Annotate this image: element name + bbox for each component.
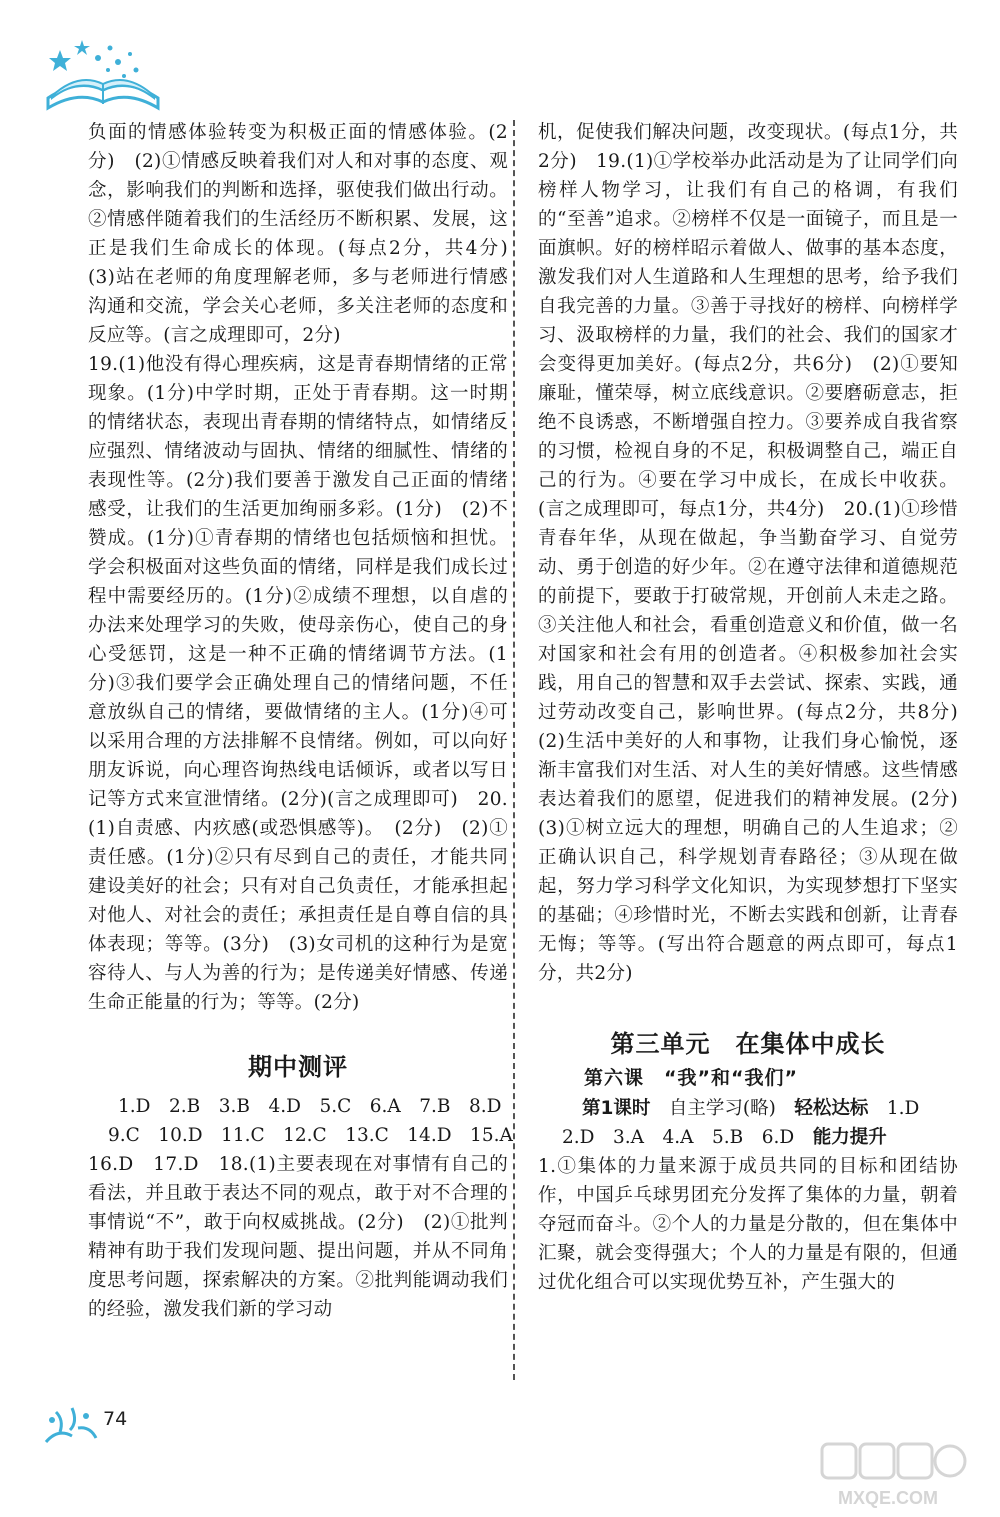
- answer-paragraph: 16.D 17.D 18.(1)主要表现在对事情有自己的看法，并且敢于表达不同的观点，敢于对不合理的事情说“不”，敢于向权威挑战。(2分) (2)①批判精神有助于我们发现问题、提出问题，并从不同角度思考问题，探索解决的方案。②批判能调动我们的经验，激发我们新的学习动: [88, 1154, 508, 1320]
- easy-label: 轻松达标: [794, 1098, 869, 1119]
- answer-row-text: 2.D 3.A 4.A 5.B 6.D: [562, 1127, 795, 1148]
- answer-paragraph: 19.(1)他没有得心理疾病，这是青春期情绪的正常现象。(1分)中学时期，正处于青春期。这一时期的情绪状态，表现出青春期的情绪特点，如情绪反应强烈、情绪波动与固执、情绪的细腻性、情绪的表现性等。(2分)我们要善于激发自己正面的情绪感受，让我们的生活更加绚丽多彩。(1分) (2)不赞成。(1分)①青春期的情绪也包括烦恼和担忧。学会积极面对这些负面的情绪，同样是我们成长过程中需要经历的。(1分)②成绩不理想，以自虐的办法来处理学习的失败，使母亲伤心，使自己的身心受惩罚，这是一种不正确的情绪调节方法。(1分)③我们要学会正确处理自己的情绪问题，不任意放纵自己的情绪，要做情绪的主人。(1分)④可以采用合理的方法排解不良情绪。例如，可以向好朋友诉说，向心理咨询热线电话倾诉，或者以写日记等方式来宣泄情绪。(2分)(言之成理即可) 20.(1)自责感、内疚感(或恐惧感等)。 (2分) (2)①责任感。(1分)②只有尽到自己的责任，才能共同建设美好的社会；只有对自己负责任，才能承担起对他人、对社会的责任；承担责任是自尊自信的具体表现；等等。(3分) (3)女司机的这种行为是宽容待人、与人为善的行为；是传递美好情感、传递生命正能量的行为；等等。(2分): [88, 354, 508, 1013]
- page-number: 74: [103, 1408, 128, 1430]
- answer-row: 1.D 2.B 3.B 4.D 5.C 6.A 7.B 8.D: [118, 1096, 502, 1117]
- answer-paragraph: 负面的情感体验转变为积极正面的情感体验。(2分) (2)①情感反映着我们对人和对事的态度、观念，影响我们的判断和选择，驱使我们做出行动。②情感伴随着我们的生活经历不断积累、发展，这正是我们生命成长的体现。(每点2分，共4分) (3)站在老师的角度理解老师，多与老师进行情感沟通和交流，学会关心老师，多关注老师的态度和反应等。(言之成理即可，2分): [88, 122, 527, 346]
- self-study-label: 自主学习(略): [668, 1098, 776, 1119]
- ability-label: 能力提升: [812, 1127, 887, 1148]
- answer-item: 1.D: [886, 1098, 920, 1119]
- column-divider: [513, 120, 515, 1380]
- answer-paragraph: 1.①集体的力量来源于成员共同的目标和团结协作，中国乒乓球男团充分发挥了集体的力量，朝着夺冠而奋斗。②个人的力量是分散的，但在集体中汇聚，就会变得强大；个人的力量是有限的，但通过优化组合可以实现优势互补，产生强大的: [538, 1156, 958, 1293]
- lesson-title: 第六课 “我”和“我们”: [584, 1067, 798, 1089]
- leaf-decoration-icon: [42, 1398, 104, 1450]
- answer-row: [538, 1123, 958, 1152]
- answer-key: [88, 1092, 513, 1150]
- watermark-logo: [818, 1440, 968, 1510]
- lesson-answer-key: [538, 1094, 958, 1152]
- lesson-label: 第1课时: [582, 1098, 651, 1119]
- answer-row: 9.C 10.D 11.C 12.C 13.C 14.D 15.A: [108, 1125, 513, 1146]
- book-logo-icon: [38, 28, 168, 116]
- unit-title: 第三单元 在集体中成长: [610, 1030, 886, 1058]
- watermark-text: MXQE.COM: [838, 1488, 939, 1508]
- section-title-midterm: 期中测评: [248, 1053, 348, 1081]
- left-column: [88, 118, 527, 1324]
- lesson-line: [538, 1094, 958, 1123]
- answer-paragraph: 机，促使我们解决问题，改变现状。(每点1分，共2分) 19.(1)①学校举办此活动是为了让同学们向榜样人物学习，让我们有自己的格调，有我们的“至善”追求。②榜样不仅是一面镜子，而且是一面旗帜。好的榜样昭示着做人、做事的基本态度，激发我们对人生道路和人生理想的思考，给予我们自我完善的力量。③善于寻找好的榜样、向榜样学习、汲取榜样的力量，我们的社会、我们的国家才会变得更加美好。(每点2分，共6分) (2)①要知廉耻，懂荣辱，树立底线意识。②要磨砺意志，拒绝不良诱惑，不断增强自控力。③要养成自我省察的习惯，检视自身的不足，积极调整自己，端正自己的行为。④要在学习中成长，在成长中收获。(言之成理即可，每点1分，共4分) 20.(1)①珍惜青春年华，从现在做起，争当勤奋学习、自觉劳动、勇于创造的好少年。②在遵守法律和道德规范的前提下，要敢于打破常规，开创前人未走之路。③关注他人和社会，看重创造意义和价值，做一名对国家和社会有用的创造者。④积极参加社会实践，用自己的智慧和双手去尝试、探索、实践，通过劳动改变自己，影响世界。(每点2分，共8分) (2)生活中美好的人和事物，让我们身心愉悦，逐渐丰富我们对生活、对人生的美好情感。这些情感表达着我们的愿望，促进我们的精神发展。(2分) (3)①树立远大的理想，明确自己的人生追求；②正确认识自己，科学规划青春路径；③从现在做起，努力学习科学文化知识，为实现梦想打下坚实的基础；④珍惜时光，不断去实践和创新，让青春无悔；等等。(写出符合题意的两点即可，每点1分，共2分): [538, 122, 977, 984]
- right-column: [538, 118, 977, 1297]
